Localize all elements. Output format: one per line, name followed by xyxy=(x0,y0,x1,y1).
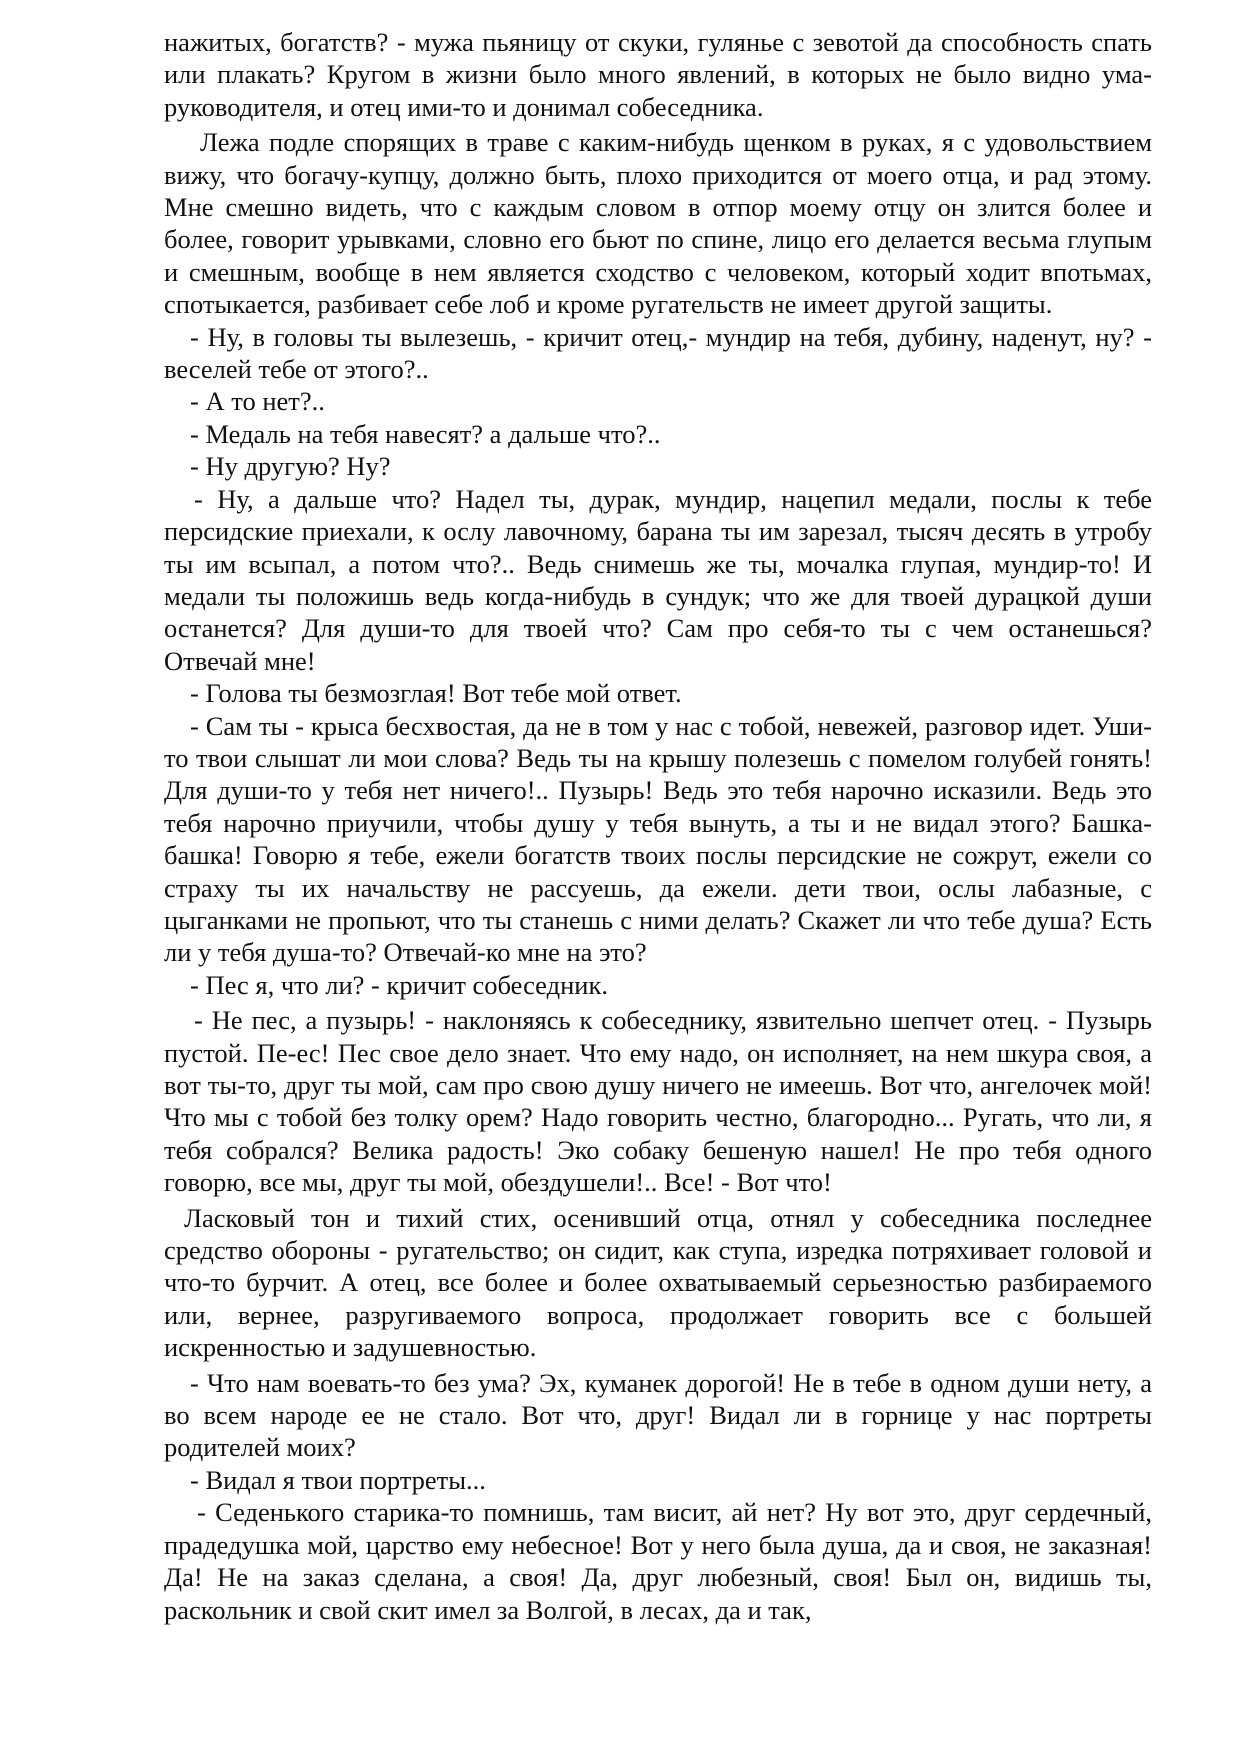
paragraph: Лежа подле спорящих в траве с каким-нибудь щенком в руках, я с удовольствием вижу, что богачу-купцу, должно быть, плохо приходится от моего отца, и рад этому. Мне смешно видеть, что с каждым словом в отпор моему отцу он злится более и более, говорит урывками, словно его бьют по спине, лицо его делается весьма глупым и смешным, вообще в нем является сходство с человеком, который ходит впотьмах, спотыкается, разбивает себе лоб и кроме ругательств не имеет другой защиты. xyxy=(164,127,1152,320)
dialogue-line: - Что нам воевать-то без ума? Эх, куманек дорогой! Не в тебе в одном души нету, а во всем народе ее не стало. Вот что, друг! Видал ли в горнице у нас портреты родителей моих? xyxy=(164,1367,1152,1463)
dialogue-line: - Не пес, а пузырь! - наклоняясь к собеседнику, язвительно шепчет отец. - Пузырь пустой. Пе-ес! Пес свое дело знает. Что ему надо, он исполняет, на нем шкура своя, а вот ты-то, друг ты мой, сам про свою душу ничего не имеешь. Вот что, ангелочек мой! Что мы с тобой без толку орем? Надо говорить честно, благородно... Ругать, что ли, я тебя собрался? Велика радость! Эко собаку бешеную нашел! Не про тебя одного говорю, все мы, друг ты мой, обездушели!.. Все! - Вот что! xyxy=(164,1005,1152,1198)
dialogue-line: - Сам ты - крыса бесхвостая, да не в том у нас с тобой, невежей, разговор идет. Уши-то твои слышат ли мои слова? Ведь ты на крышу полезешь с помелом голубей гонять! Для души-то у тебя нет ничего!.. Пузырь! Ведь это тебя нарочно исказили. Ведь это тебя нарочно приучили, чтобы душу у тебя вынуть, а ты и не видал этого? Башка-башка! Говорю я тебе, ежели богатств твоих послы персидские не сожрут, ежели со страху ты их начальству не рассуешь, да ежели. дети твои, ослы лабазные, с цыганками не пропьют, что ты станешь с ними делать? Скажет ли что тебе душа? Есть ли у тебя душа-то? Отвечай-ко мне на это? xyxy=(164,710,1152,968)
dialogue-line: - Медаль на тебя навесят? а дальше что?.. xyxy=(190,418,661,449)
dialogue-line: - Ну, а дальше что? Надел ты, дурак, мундир, нацепил медали, послы к тебе персидские приехали, к ослу лавочному, барана ты им зарезал, тысяч десять в утробу ты им всыпал, а потом что?.. Ведь снимешь же ты, мочалка глупая, мундир-то! И медали ты положишь ведь когда-нибудь в сундук; что же для твоей дурацкой души останется? Для души-то для твоей что? Сам про себя-то ты с чем останешься? Отвечай мне! xyxy=(164,483,1152,676)
dialogue-line: - Пес я, что ли? - кричит собеседник. xyxy=(190,969,608,1000)
dialogue-line: - Ну другую? Ну? xyxy=(190,451,391,482)
paragraph: Ласковый тон и тихий стих, осенивший отца, отнял у собеседника последнее средство обороны - ругательство; он сидит, как ступа, изредка потряхивает головой и что-то бурчит. А отец, все более и более охватываемый серьезностью разбираемого или, вернее, разругиваемого вопроса, продолжает говорить все с большей искренностью и задушевностью. xyxy=(164,1202,1152,1363)
dialogue-line: - А то нет?.. xyxy=(190,386,325,417)
document-page xyxy=(164,26,1152,1626)
dialogue-line: - Голова ты безмозглая! Вот тебе мой ответ. xyxy=(190,678,682,709)
dialogue-line: - Ну, в головы ты вылезешь, - кричит отец,- мундир на тебя, дубину, наденут, ну? - веселей тебе от этого?.. xyxy=(164,321,1152,385)
dialogue-line: - Видал я твои портреты... xyxy=(190,1464,486,1495)
paragraph: нажитых, богатств? - мужа пьяницу от скуки, гулянье с зевотой да способность спать или плакать? Кругом в жизни было много явлений, в которых не было видно ума-руководителя, и отец ими-то и донимал собеседника. xyxy=(164,27,1152,122)
dialogue-line: - Седенького старика-то помнишь, там висит, ай нет? Ну вот это, друг сердечный, прадедушка мой, царство ему небесное! Вот у него была душа, да и своя, не заказная! Да! Не на заказ сделана, а своя! Да, друг любезный, своя! Был он, видишь ты, раскольник и свой скит имел за Волгой, в лесах, да и так, xyxy=(164,1497,1152,1625)
